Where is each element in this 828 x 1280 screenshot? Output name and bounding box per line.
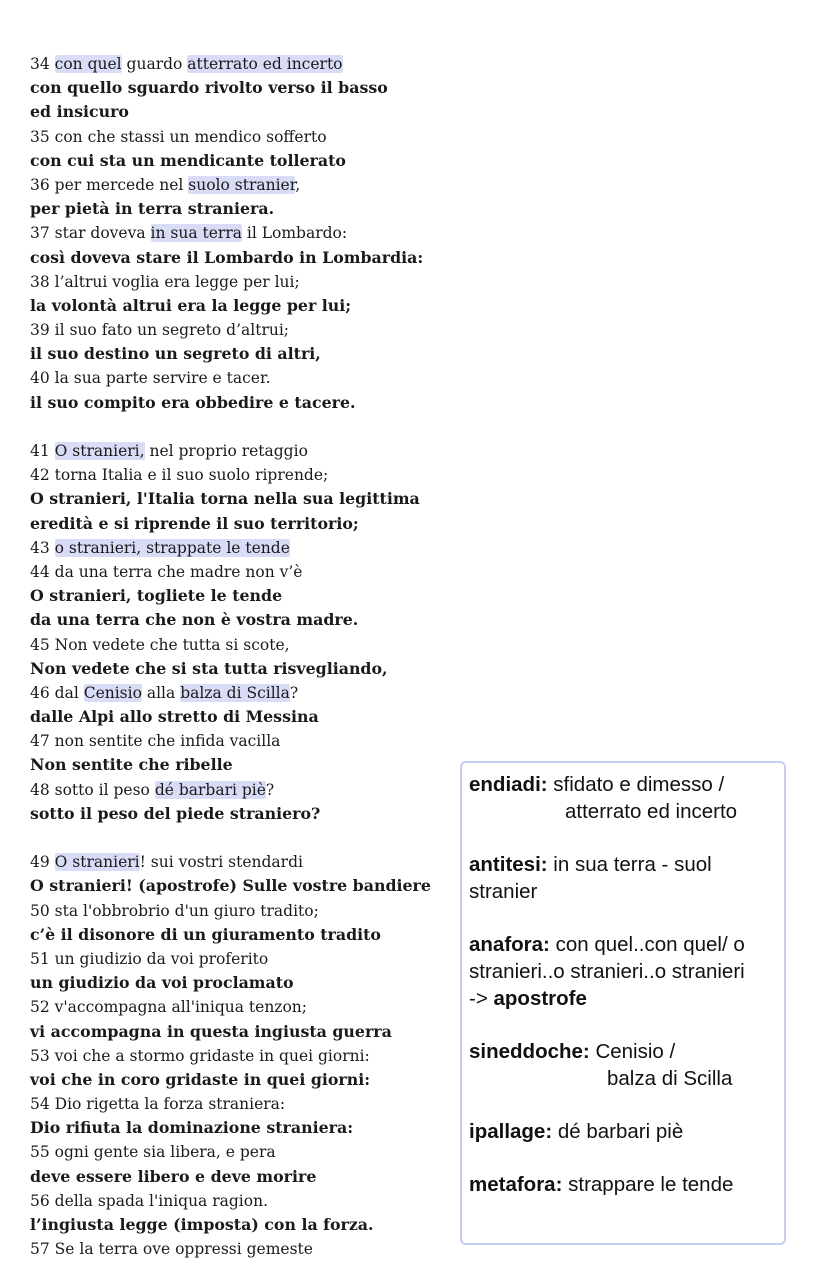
- paraphrase-44: da una terra che non è vostra madre.: [30, 610, 359, 630]
- paraphrase-40: il suo compito era obbedire e tacere.: [30, 392, 356, 412]
- paraphrase-41b: eredità e si riprende il suo territorio;: [30, 513, 359, 533]
- verse-39: 39 il suo fato un segreto d’altrui;: [30, 321, 290, 340]
- note-term: ipallage:: [469, 1120, 553, 1143]
- note-term: metafora:: [469, 1173, 563, 1196]
- highlight: atterrato ed incerto: [187, 55, 343, 73]
- stanza-gap: [30, 415, 450, 439]
- note-term: antitesi:: [469, 853, 548, 876]
- paraphrase-35: con cui sta un mendicante tollerato: [30, 150, 346, 170]
- verse-37: 37 star doveva in sua terra il Lombardo:: [30, 224, 348, 243]
- paraphrase-51: un giudizio da voi proclamato: [30, 973, 294, 993]
- note-term: sineddoche:: [469, 1040, 590, 1063]
- verse-45: 45 Non vedete che tutta si scote,: [30, 635, 290, 654]
- paraphrase-54: Dio rifiuta la dominazione straniera:: [30, 1118, 354, 1138]
- paraphrase-45: Non vedete che si sta tutta risvegliando,: [30, 658, 388, 678]
- verse-55: 55 ogni gente sia libera, e pera: [30, 1143, 276, 1162]
- paraphrase-39: il suo destino un segreto di altri,: [30, 344, 321, 364]
- note-endiadi: endiadi: sfidato e dimesso / atterrato ed incerto: [469, 773, 738, 823]
- paraphrase-46: dalle Alpi allo stretto di Messina: [30, 707, 319, 727]
- verse-56: 56 della spada l'iniqua ragion.: [30, 1191, 268, 1210]
- paraphrase-56: l’ingiusta legge (imposta) con la forza.: [30, 1215, 374, 1234]
- note-antitesi: antitesi: in sua terra - suol stranier: [469, 853, 712, 903]
- verse-57: 57 Se la terra ove oppressi gemeste: [30, 1240, 313, 1259]
- verse-51: 51 un giudizio da voi proferito: [30, 949, 269, 968]
- highlight: balza di Scilla: [180, 683, 290, 702]
- note-term: endiadi:: [469, 773, 548, 796]
- note-term: anafora:: [469, 933, 550, 956]
- highlight: Cenisio: [83, 683, 142, 702]
- verse-43: 43 o stranieri, strappate le tende: [30, 538, 290, 557]
- paraphrase-43: O stranieri, togliete le tende: [30, 586, 283, 606]
- note-ipallage: ipallage: dé barbari piè: [469, 1120, 684, 1143]
- paraphrase-53: voi che in coro gridaste in quei giorni:: [30, 1069, 371, 1089]
- poem-text: [30, 52, 450, 1261]
- paraphrase-55: deve essere libero e deve morire: [30, 1166, 317, 1186]
- verse-40: 40 la sua parte servire e tacer.: [30, 369, 271, 388]
- verse-49: 49 O stranieri! sui vostri stendardi: [30, 853, 303, 872]
- verse-53: 53 voi che a stormo gridaste in quei giorni:: [30, 1046, 370, 1065]
- highlight: o stranieri, strappate le tende: [54, 538, 290, 557]
- highlight: suolo stranier: [188, 175, 296, 194]
- paraphrase-47: Non sentite che ribelle: [30, 755, 233, 775]
- paraphrase-41: O stranieri, l'Italia torna nella sua legittima: [30, 489, 420, 509]
- verse-38: 38 l’altrui voglia era legge per lui;: [30, 272, 300, 291]
- verse-36: 36 per mercede nel suolo stranier,: [30, 175, 301, 194]
- paraphrase-52: vi accompagna in questa ingiusta guerra: [30, 1021, 392, 1041]
- verse-50: 50 sta l'obbrobrio d'un giuro tradito;: [30, 901, 319, 920]
- verse-48: 48 sotto il peso dé barbari piè?: [30, 780, 275, 799]
- note-metafora: metafora: strappare le tende: [469, 1173, 734, 1196]
- rhetorical-figures-box: [460, 761, 786, 1245]
- paraphrase-37: così doveva stare il Lombardo in Lombardia:: [30, 247, 424, 267]
- highlight: in sua terra: [150, 224, 242, 243]
- verse-46: 46 dal Cenisio alla balza di Scilla?: [30, 683, 299, 702]
- verse-54: 54 Dio rigetta la forza straniera:: [30, 1095, 286, 1114]
- paraphrase-36: per pietà in terra straniera.: [30, 199, 275, 219]
- verse-52: 52 v'accompagna all'iniqua tenzon;: [30, 998, 308, 1017]
- paraphrase-48: sotto il peso del piede straniero?: [30, 803, 321, 823]
- highlight: dé barbari piè: [154, 780, 266, 799]
- verse-47: 47 non sentite che infida vacilla: [30, 732, 281, 751]
- highlight: con quel: [54, 55, 122, 73]
- verse-44: 44 da una terra che madre non v’è: [30, 562, 303, 581]
- paraphrase-34: con quello sguardo rivolto verso il basso: [30, 78, 388, 98]
- highlight: O stranieri,: [54, 442, 145, 460]
- verse-41: 41 O stranieri, nel proprio retaggio: [30, 442, 308, 460]
- verse-42: 42 torna Italia e il suo suolo riprende;: [30, 466, 329, 485]
- paraphrase-49: O stranieri! (apostrofe) Sulle vostre bandiere: [30, 876, 431, 896]
- note-anafora: anafora: con quel..con quel/ o stranieri..o stranieri..o stranieri -> apostrofe: [469, 933, 745, 1010]
- highlight: O stranieri: [54, 853, 140, 872]
- verse-34: 34 con quel guardo atterrato ed incerto: [30, 55, 343, 73]
- paraphrase-38: la volontà altrui era la legge per lui;: [30, 295, 352, 315]
- verse-35: 35 con che stassi un mendico sofferto: [30, 127, 327, 146]
- paraphrase-34b: ed insicuro: [30, 102, 129, 122]
- note-sineddoche: sineddoche: Cenisio / balza di Scilla: [469, 1040, 733, 1090]
- stanza-gap: [30, 826, 450, 850]
- paraphrase-50: c’è il disonore di un giuramento tradito: [30, 924, 381, 944]
